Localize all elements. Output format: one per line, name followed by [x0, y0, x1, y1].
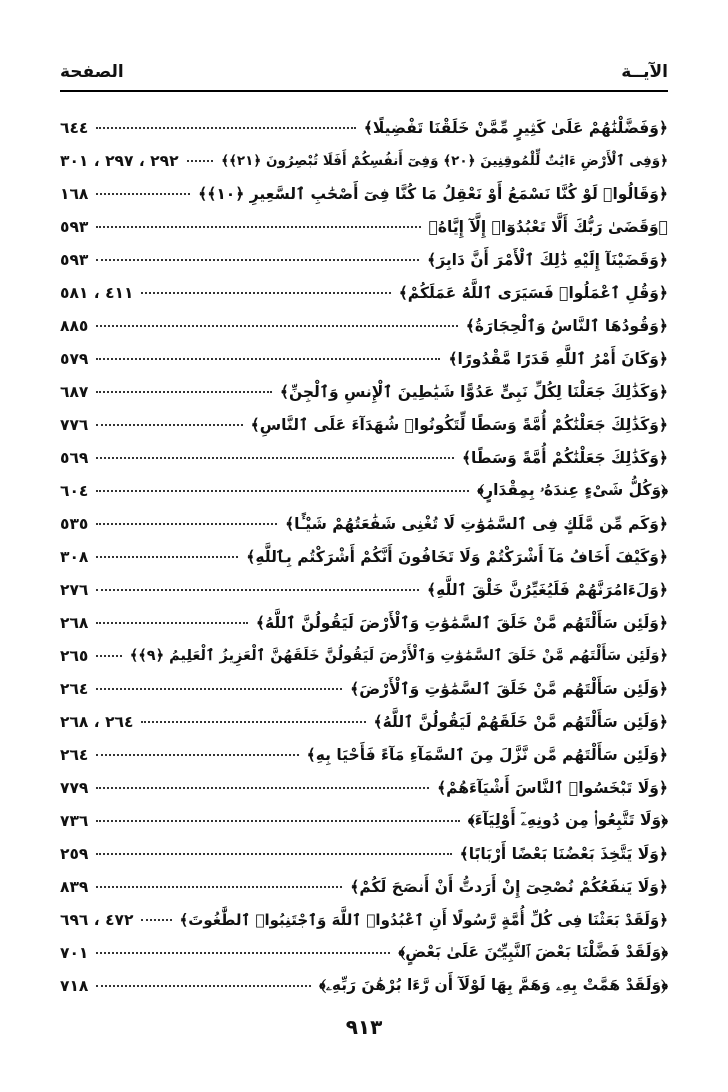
page-references: ٧٧٩: [60, 778, 89, 797]
index-row: [60, 639, 668, 672]
page-references: ٢٦٤: [60, 745, 89, 764]
index-row: [60, 903, 668, 936]
dot-leader: [96, 325, 457, 327]
dot-leader: [96, 985, 311, 987]
index-row: [60, 936, 668, 969]
dot-leader: [96, 259, 419, 261]
dot-leader: [96, 226, 420, 228]
page-references: ٢٦٥: [60, 646, 89, 665]
index-row: [60, 375, 668, 408]
dot-leader: [96, 523, 277, 525]
page-references: ٢٦٨: [60, 613, 89, 632]
verse-text: ﴿وَقَضَيْنَآ إِلَيْهِ ذَٰلِكَ ٱلْأَمْرَ أَنَّ دَابِرَ﴾: [427, 250, 668, 269]
verse-text: ﴿وَكَم مِّن مَّلَكٍ فِى ٱلسَّمَٰوَٰتِ لَا تُغْنِى شَفَٰعَتُهُمْ شَيْـًٔا﴾: [285, 514, 668, 533]
verse-text: ﴿وَقَالُوا۟ لَوْ كُنَّا نَسْمَعُ أَوْ نَعْقِلُ مَا كُنَّا فِىٓ أَصْحَٰبِ ٱلسَّعِيرِ ﴿١٠﴾﴾: [198, 184, 668, 203]
dot-leader: [141, 721, 365, 723]
dot-leader: [96, 193, 190, 195]
dot-leader: [96, 589, 419, 591]
dot-leader: [96, 127, 355, 129]
page-references: ٧١٨: [60, 976, 89, 995]
index-row: [60, 111, 668, 144]
page-references: ١٦٨: [60, 184, 89, 203]
index-row: [60, 540, 668, 573]
verse-text: ﴿وَلَقَدْ فَضَّلْنَا بَعْضَ ٱلنَّبِيِّـۧنَ عَلَىٰ بَعْضٍ﴾: [398, 943, 668, 961]
index-row: [60, 177, 668, 210]
index-row: [60, 804, 668, 837]
index-row: [60, 144, 668, 177]
index-row: [60, 507, 668, 540]
verse-text: ﴿وَلَا تَبْخَسُوا۟ ٱلنَّاسَ أَشْيَآءَهُمْ﴾: [437, 778, 668, 797]
verse-text: ﴿وَكَيْفَ أَخَافُ مَآ أَشْرَكْتُمْ وَلَا تَخَافُونَ أَنَّكُمْ أَشْرَكْتُم بِٱللَّهِ﴾: [246, 547, 668, 566]
verse-text: ﴿وَفَضَّلْنَٰهُمْ عَلَىٰ كَثِيرٍ مِّمَّنْ خَلَقْنَا تَفْضِيلًا﴾: [363, 118, 668, 137]
page-references: ٢٧٦: [60, 580, 89, 599]
aya-column-label: الآيــة: [621, 62, 668, 82]
dot-leader: [96, 688, 342, 690]
dot-leader: [96, 655, 121, 657]
index-row: [60, 210, 668, 243]
page-column-label: الصفحة: [60, 62, 124, 82]
dot-leader: [96, 391, 271, 393]
page-references: ٥٩٣: [60, 250, 89, 269]
index-row: [60, 573, 668, 606]
page-references: ٣٠٨: [60, 547, 89, 566]
dot-leader: [96, 622, 248, 624]
verse-text: ﴿وَلَا يَتَّخِذَ بَعْضُنَا بَعْضًا أَرْبَابًا﴾: [459, 844, 668, 863]
page-references: ٥٩٣: [60, 217, 89, 236]
verse-text: ﴿وَلَئِن سَأَلْتَهُم مَّنْ خَلَقَ ٱلسَّمَٰوَٰتِ وَٱلْأَرْضَ لَيَقُولُنَّ خَلَقَهُنَّ ٱلْعَزِيزُ ٱلْعَلِيمُ ﴿٩﴾﴾: [129, 647, 668, 664]
dot-leader: [141, 919, 171, 921]
page-references: ٤٧٢ ، ٦٩٦: [60, 910, 134, 929]
dot-leader: [96, 457, 454, 459]
page-references: ٦٠٤: [60, 481, 89, 500]
verse-text: ﴿وَكَذَٰلِكَ جَعَلْنَٰكُمْ أُمَّةً وَسَطًا لِّتَكُونُوا۟ شُهَدَآءَ عَلَى ٱلنَّاسِ﴾: [250, 415, 668, 434]
verse-text: ﴿وَلَئِن سَأَلْتَهُم مَّنْ خَلَقَ ٱلسَّمَٰوَٰتِ وَٱلْأَرْضَ﴾: [350, 679, 668, 698]
verse-text: ﴿وَلَا يَنفَعُكُمْ نُصْحِىٓ إِنْ أَرَدتُّ أَنْ أَنصَحَ لَكُمْ﴾: [350, 877, 668, 896]
dot-leader: [96, 820, 460, 822]
verse-text: ﴿وَفِى ٱلْأَرْضِ ءَايَٰتٌ لِّلْمُوقِنِينَ ﴿٢٠﴾ وَفِىٓ أَنفُسِكُمْ أَفَلَا تُبْصِرُونَ ﴿٢١﴾﴾: [221, 152, 668, 169]
index-row: [60, 342, 668, 375]
dot-leader: [96, 952, 390, 954]
verse-text: ﴿وَكَذَٰلِكَ جَعَلْنَٰكُمْ أُمَّةً وَسَطًا﴾: [461, 448, 668, 467]
dot-leader: [96, 886, 342, 888]
index-row: [60, 309, 668, 342]
index-row: [60, 672, 668, 705]
page-references: ٥٧٩: [60, 349, 89, 368]
page-references: ٢٩٢ ، ٢٩٧ ، ٣٠١: [60, 151, 179, 170]
page-references: ٧٣٦: [60, 811, 89, 830]
index-row: [60, 474, 668, 507]
column-header: [60, 58, 668, 94]
dot-leader: [96, 754, 298, 756]
verse-text: ﴿وَكَانَ أَمْرُ ٱللَّهِ قَدَرًا مَّقْدُورًا﴾: [448, 349, 668, 368]
dot-leader: [96, 853, 451, 855]
index-row: [60, 408, 668, 441]
page-references: ٧٠١: [60, 943, 89, 962]
index-row: [60, 606, 668, 639]
index-row: [60, 705, 668, 738]
verse-text: ﴿وَلَقَدْ بَعَثْنَا فِى كُلِّ أُمَّةٍ رَّسُولًا أَنِ ٱعْبُدُوا۟ ٱللَّهَ وَٱجْتَنِبُوا۟ ٱلطَّٰغُوتَ﴾: [179, 910, 668, 929]
verse-text: ﴿وَلَئِن سَأَلْتَهُم مَّن نَّزَّلَ مِنَ ٱلسَّمَآءِ مَآءً فَأَحْيَا بِهِ﴾: [306, 745, 668, 764]
verse-text: ﴿وَكُلُّ شَىْءٍ عِندَهُۥ بِمِقْدَارٍ﴾: [477, 481, 668, 499]
dot-leader: [96, 424, 242, 426]
page-references: ٥٦٩: [60, 448, 89, 467]
page-references: ٥٣٥: [60, 514, 89, 533]
dot-leader: [141, 292, 390, 294]
header-rule: [60, 90, 668, 92]
dot-leader: [187, 160, 214, 162]
index-row: [60, 870, 668, 903]
index-row: [60, 276, 668, 309]
index-rows: [60, 111, 668, 1002]
page-references: ٨٣٩: [60, 877, 89, 896]
page-references: ٤١١ ، ٥٨١: [60, 283, 134, 302]
page-references: ٧٧٦: [60, 415, 89, 434]
index-row: [60, 771, 668, 804]
page-references: ٦٤٤: [60, 118, 89, 137]
index-row: [60, 969, 668, 1002]
dot-leader: [96, 358, 440, 360]
page-number: ٩١٣: [345, 1015, 383, 1039]
verse-text: ﴿وَلَءَامُرَنَّهُمْ فَلَيُغَيِّرُنَّ خَلْقَ ٱللَّهِ﴾: [427, 580, 668, 599]
page-references: ٢٥٩: [60, 844, 89, 863]
index-row: [60, 738, 668, 771]
verse-text: ﴿وَكَذَٰلِكَ جَعَلْنَا لِكُلِّ نَبِىٍّ عَدُوًّا شَيَٰطِينَ ٱلْإِنسِ وَٱلْجِنِّ﴾: [279, 382, 668, 401]
page-references: ٢٦٤ ، ٢٦٨: [60, 712, 134, 731]
dot-leader: [96, 787, 429, 789]
page-references: ٢٦٤: [60, 679, 89, 698]
verse-text: ﴿وَقُلِ ٱعْمَلُوا۟ فَسَيَرَى ٱللَّهُ عَمَلَكُمْ﴾: [398, 283, 668, 302]
index-row: [60, 837, 668, 870]
verse-text: ﴿وَلَئِن سَأَلْتَهُم مَّنْ خَلَقَ ٱلسَّمَٰوَٰتِ وَٱلْأَرْضَ لَيَقُولُنَّ ٱللَّهُ﴾: [255, 613, 668, 632]
verse-text: ﴿وَقُودُهَا ٱلنَّاسُ وَٱلْحِجَارَةُ﴾: [465, 316, 668, 335]
index-row: [60, 243, 668, 276]
page-references: ٨٨٥: [60, 316, 89, 335]
verse-text: ﴿وَلَئِن سَأَلْتَهُم مَّنْ خَلَقَهُمْ لَيَقُولُنَّ ٱللَّهُ﴾: [373, 712, 668, 731]
verse-text: ﴿وَلَا تَتَّبِعُوا۟ مِن دُونِهِۦٓ أَوْلِيَآءَ﴾: [467, 811, 668, 829]
dot-leader: [96, 556, 238, 558]
dot-leader: [96, 490, 469, 492]
page-references: ٦٨٧: [60, 382, 89, 401]
index-row: [60, 441, 668, 474]
verse-text: ﴿وَلَقَدْ هَمَّتْ بِهِۦ وَهَمَّ بِهَا لَوْلَآ أَن رَّءَا بُرْهَٰنَ رَبِّهِۦ﴾: [319, 976, 668, 994]
verse-text: ﴿وَقَضَىٰ رَبُّكَ أَلَّا تَعْبُدُوٓا۟ إِلَّآ إِيَّاهُ﴾: [428, 217, 668, 236]
